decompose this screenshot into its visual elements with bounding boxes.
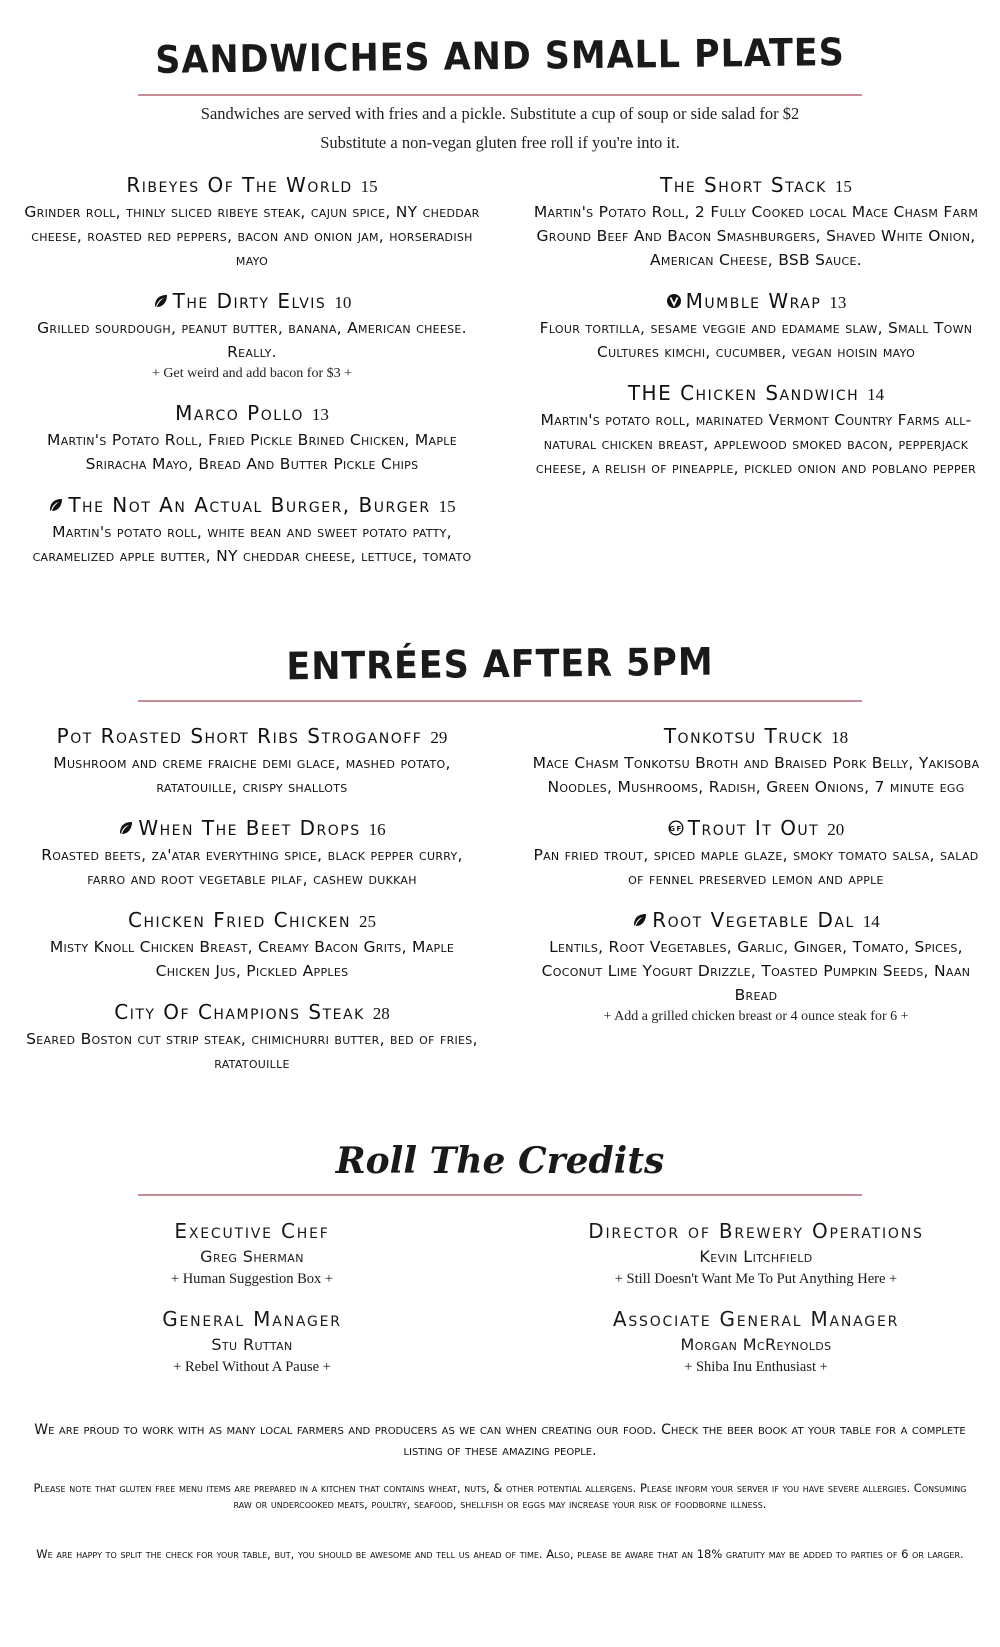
menu-item-title — [22, 723, 482, 751]
menu-item-title — [22, 492, 482, 520]
menu-item-description: Flour tortilla, sesame veggie and edamame slaw, Small Town Cultures kimchi, cucumber, vegan hoisin mayo — [539, 319, 973, 361]
credit-role: Director of Brewery Operations — [588, 1219, 924, 1243]
menu-item-description: Grinder roll, thinly sliced ribeye steak, cajun spice, NY cheddar cheese, roasted red peppers, bacon and onion jam, horseradish mayo — [24, 203, 480, 269]
menu-item-name: Pot Roasted Short Ribs Stroganoff — [56, 724, 423, 748]
menu-item-name: Trout It Out — [687, 816, 820, 840]
sandwiches-divider — [138, 94, 862, 96]
credits-title: Roll The Credits — [335, 1140, 665, 1182]
menu-item — [528, 815, 984, 891]
menu-item-title — [528, 288, 984, 316]
menu-item-description: Grilled sourdough, peanut butter, banana, American cheese. Really. — [37, 319, 467, 361]
menu-item-title — [22, 400, 482, 428]
menu-item-title — [528, 907, 984, 935]
svg-text:GF: GF — [669, 824, 683, 833]
menu-item-description: Seared Boston cut strip steak, chimichurri butter, bed of fries, ratatouille — [26, 1030, 478, 1072]
menu-item-price: 14 — [867, 385, 885, 404]
menu-item-addon: + Add a grilled chicken breast or 4 ounce steak for 6 + — [603, 1009, 909, 1024]
allergen-note: Please note that gluten free menu items are prepared in a kitchen that contains wheat, nuts, & other potential allergens. Please inform your server if you have severe allergies. Consuming raw or undercooked meats, poultry, seafood, shellfish or eggs may increase your risk of foodborne illness. — [33, 1481, 967, 1511]
sandwiches-intro — [0, 99, 1000, 157]
credit-note: + Human Suggestion Box + — [170, 1271, 334, 1287]
menu-item-name: City Of Champions Steak — [114, 1000, 365, 1024]
menu-item-title — [528, 380, 984, 408]
credit-person: Stu Ruttan — [211, 1335, 293, 1354]
sandwiches-title: SANDWICHES AND SMALL PLATES — [155, 30, 845, 82]
menu-item-title — [528, 172, 984, 200]
menu-item-description: Lentils, Root Vegetables, Garlic, Ginger, Tomato, Spices, Coconut Lime Yogurt Drizzle, Toasted Pumpkin Seeds, Naan Bread — [541, 938, 971, 1004]
credits-left-column — [22, 1218, 482, 1394]
menu-item-price: 25 — [359, 912, 376, 931]
sandwiches-left-column — [22, 172, 482, 584]
menu-item — [22, 400, 482, 476]
menu-item-addon: + Get weird and add bacon for $3 + — [151, 366, 353, 381]
menu-item-price: 14 — [862, 912, 880, 931]
menu-item — [22, 907, 482, 983]
menu-item-name: When The Beet Drops — [138, 816, 361, 840]
entrees-divider — [138, 700, 862, 702]
menu-item-description: Mace Chasm Tonkotsu Broth and Braised Pork Belly, Yakisoba Noodles, Mushrooms, Radish, Green Onions, 7 minute egg — [532, 754, 980, 796]
local-producers-note: We are proud to work with as many local farmers and producers as we can when creating our food. Check the beer book at your table for a complete listing of these amazing people. — [34, 1422, 966, 1459]
vegan-icon — [666, 293, 682, 309]
intro-line-1: Sandwiches are served with fries and a pickle. Substitute a cup of soup or side salad for $2 — [200, 104, 800, 123]
menu-item — [528, 288, 984, 364]
menu-item-name: Marco Pollo — [175, 401, 304, 425]
credits-divider — [138, 1194, 862, 1196]
menu-item-price: 15 — [834, 177, 852, 196]
credit-note: + Shiba Inu Enthusiast + — [684, 1359, 828, 1375]
menu-item — [528, 723, 984, 799]
menu-item-description: Martin's potato roll, white bean and sweet potato patty, caramelized apple butter, NY cheddar cheese, lettuce, tomato — [32, 523, 472, 565]
menu-item-name: Tonkotsu Truck — [663, 724, 824, 748]
menu-item-description: Martin's Potato Roll, Fried Pickle Brined Chicken, Maple Sriracha Mayo, Bread And Butter Pickle Chips — [47, 431, 457, 473]
menu-item-description: Roasted beets, za'atar everything spice, black pepper curry, farro and root vegetable pilaf, cashew dukkah — [41, 846, 463, 888]
credit-entry — [22, 1306, 482, 1378]
menu-item — [528, 380, 984, 480]
menu-item-title — [22, 815, 482, 843]
credit-role: Associate General Manager — [612, 1307, 900, 1331]
credit-role: General Manager — [162, 1307, 342, 1331]
entrees-left-column — [22, 723, 482, 1091]
menu-item-description: Pan fried trout, spiced maple glaze, smoky tomato salsa, salad of fennel preserved lemon and apple — [533, 846, 979, 888]
menu-item-title — [528, 723, 984, 751]
menu-item-description: Martin's Potato Roll, 2 Fully Cooked local Mace Chasm Farm Ground Beef And Bacon Smashburgers, Shaved White Onion, American Cheese, BSB Sauce. — [533, 203, 979, 269]
menu-item-price: 16 — [368, 820, 386, 839]
leaf-icon — [48, 497, 64, 513]
menu-item — [22, 288, 482, 384]
menu-item — [22, 492, 482, 568]
menu-item-title — [22, 172, 482, 200]
credit-role: Executive Chef — [174, 1219, 330, 1243]
menu-item-name: THE Chicken Sandwich — [627, 381, 860, 405]
menu-item-title — [22, 999, 482, 1027]
menu-item-name: Root Vegetable Dal — [652, 908, 855, 932]
menu-item-name: Mumble Wrap — [685, 289, 822, 313]
entrees-right-column — [528, 723, 984, 1043]
leaf-icon — [118, 820, 134, 836]
menu-item — [22, 815, 482, 891]
menu-item-price: 20 — [827, 820, 845, 839]
entrees-title: ENTRÉES AFTER 5PM — [286, 639, 714, 689]
menu-item-name: Chicken Fried Chicken — [128, 908, 351, 932]
credit-entry — [528, 1306, 984, 1378]
menu-item-price: 13 — [311, 405, 329, 424]
credit-note: + Rebel Without A Pause + — [173, 1359, 331, 1375]
credit-person: Greg Sherman — [200, 1247, 304, 1266]
credits-right-column — [528, 1218, 984, 1394]
menu-item-title — [528, 815, 984, 843]
menu-item-price: 18 — [831, 728, 849, 747]
menu-item-price: 29 — [430, 728, 448, 747]
menu-item-price: 15 — [360, 177, 378, 196]
menu-item-description: Misty Knoll Chicken Breast, Creamy Bacon Grits, Maple Chicken Jus, Pickled Apples — [49, 938, 455, 980]
menu-item-price: 15 — [438, 497, 456, 516]
menu-item-price: 13 — [829, 293, 847, 312]
menu-item-title — [22, 907, 482, 935]
menu-item-name: The Dirty Elvis — [172, 289, 327, 313]
menu-item-description: Mushroom and creme fraiche demi glace, mashed potato, ratatouille, crispy shallots — [53, 754, 451, 796]
leaf-icon — [153, 293, 169, 309]
gluten-free-icon — [668, 820, 684, 836]
credit-person: Morgan McReynolds — [680, 1335, 832, 1354]
sandwiches-right-column — [528, 172, 984, 496]
menu-item — [22, 999, 482, 1075]
menu-item — [22, 723, 482, 799]
credit-entry — [22, 1218, 482, 1290]
intro-line-2: Substitute a non-vegan gluten free roll if you're into it. — [320, 133, 680, 152]
credit-person: Kevin Litchfield — [699, 1247, 813, 1266]
menu-item-price: 10 — [334, 293, 352, 312]
menu-item-title — [22, 288, 482, 316]
menu-item — [528, 907, 984, 1027]
split-check-note: We are happy to split the check for your table, but, you should be awesome and tell us ahead of time. Also, please be aware that an 18% gratuity may be added to parties of 6 or larger. — [36, 1547, 964, 1561]
credit-entry — [528, 1218, 984, 1290]
menu-item-name: The Not An Actual Burger, Burger — [68, 493, 431, 517]
menu-item — [22, 172, 482, 272]
leaf-icon — [632, 912, 648, 928]
menu-item-name: The Short Stack — [660, 173, 827, 197]
menu-item-description: Martin's potato roll, marinated Vermont Country Farms all-natural chicken breast, applewood smoked bacon, pepperjack cheese, a relish of pineapple, pickled onion and poblano pepper — [535, 411, 977, 477]
menu-item-name: Ribeyes Of The World — [126, 173, 353, 197]
menu-item-price: 28 — [372, 1004, 390, 1023]
menu-item — [528, 172, 984, 272]
credit-note: + Still Doesn't Want Me To Put Anything Here + — [614, 1271, 898, 1287]
